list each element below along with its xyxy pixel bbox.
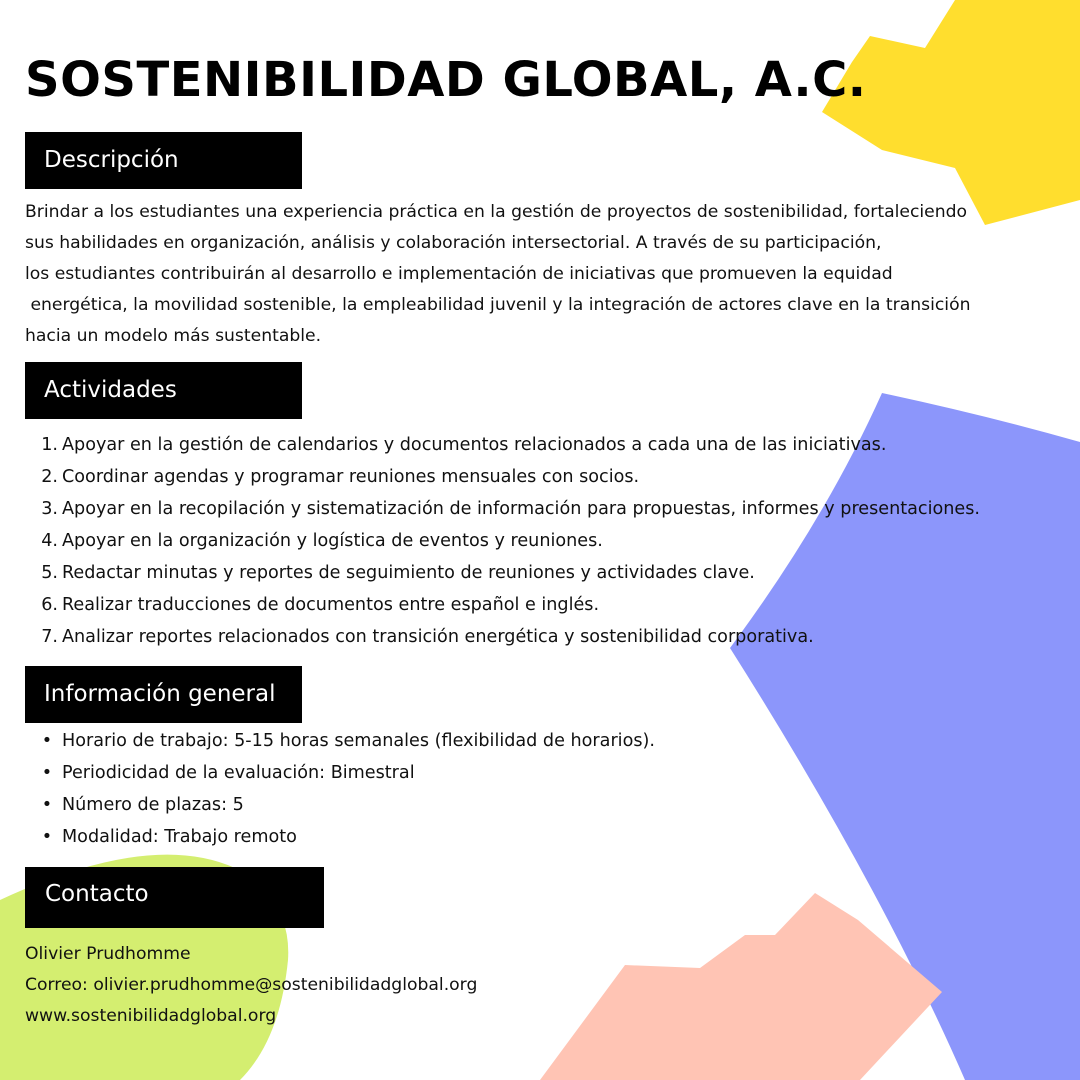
descripcion-label: Descripción: [25, 132, 302, 189]
list-item: [0, 821, 655, 853]
list-item: [0, 557, 980, 589]
list-number: 1.: [41, 435, 58, 455]
list-item: [0, 461, 980, 493]
list-item: [0, 429, 980, 461]
list-item-text: Analizar reportes relacionados con transición energética y sostenibilidad corporativa.: [62, 627, 814, 647]
list-item: [0, 525, 980, 557]
contact-email[interactable]: Correo: olivier.prudhomme@sostenibilidadglobal.org: [25, 975, 478, 995]
bullet-icon: •: [41, 827, 53, 847]
list-item-text: Periodicidad de la evaluación: Bimestral: [62, 763, 415, 783]
page-title: SOSTENIBILIDAD GLOBAL, A.C.: [25, 52, 867, 108]
contact-website-link[interactable]: www.sostenibilidadglobal.org: [25, 1006, 277, 1026]
list-item: [0, 789, 655, 821]
informacion-general-label: Información general: [25, 666, 302, 723]
list-item: [0, 757, 655, 789]
list-number: 6.: [41, 595, 58, 615]
descripcion-line: energética, la movilidad sostenible, la empleabilidad juvenil y la integración de actores clave en la transición: [25, 295, 971, 315]
bullet-icon: •: [41, 763, 53, 783]
list-item: [0, 493, 980, 525]
list-item: [0, 725, 655, 757]
descripcion-line: hacia un modelo más sustentable.: [25, 326, 322, 346]
descripcion-line: Brindar a los estudiantes una experiencia práctica en la gestión de proyectos de sostenibilidad, fortaleciendo: [25, 202, 968, 222]
list-item-text: Apoyar en la organización y logística de eventos y reuniones.: [62, 531, 603, 551]
list-number: 4.: [41, 531, 58, 551]
list-item-text: Horario de trabajo: 5-15 horas semanales (flexibilidad de horarios).: [62, 731, 655, 751]
list-item: [0, 589, 980, 621]
contacto-label: Contacto: [25, 867, 324, 928]
contact-name: Olivier Prudhomme: [25, 944, 191, 964]
descripcion-line: sus habilidades en organización, análisis y colaboración intersectorial. A través de su participación,: [25, 233, 882, 253]
list-item: [0, 621, 980, 653]
list-item-text: Apoyar en la gestión de calendarios y documentos relacionados a cada una de las iniciativas.: [62, 435, 887, 455]
bullet-icon: •: [41, 731, 53, 751]
list-number: 2.: [41, 467, 58, 487]
contact-info: [25, 939, 477, 1032]
list-item-text: Apoyar en la recopilación y sistematización de información para propuestas, informes y presentaciones.: [62, 499, 980, 519]
descripcion-text: [25, 197, 1025, 352]
informacion-general-list: [0, 725, 655, 853]
list-item-text: Redactar minutas y reportes de seguimiento de reuniones y actividades clave.: [62, 563, 755, 583]
actividades-label: Actividades: [25, 362, 302, 419]
descripcion-line: los estudiantes contribuirán al desarrollo e implementación de iniciativas que promueven la equidad: [25, 264, 893, 284]
bullet-icon: •: [41, 795, 53, 815]
list-item-text: Número de plazas: 5: [62, 795, 244, 815]
list-item-text: Coordinar agendas y programar reuniones mensuales con socios.: [62, 467, 640, 487]
actividades-list: [0, 429, 980, 653]
list-item-text: Realizar traducciones de documentos entre español e inglés.: [62, 595, 600, 615]
list-number: 3.: [41, 499, 58, 519]
list-item-text: Modalidad: Trabajo remoto: [62, 827, 297, 847]
list-number: 7.: [41, 627, 58, 647]
list-number: 5.: [41, 563, 58, 583]
